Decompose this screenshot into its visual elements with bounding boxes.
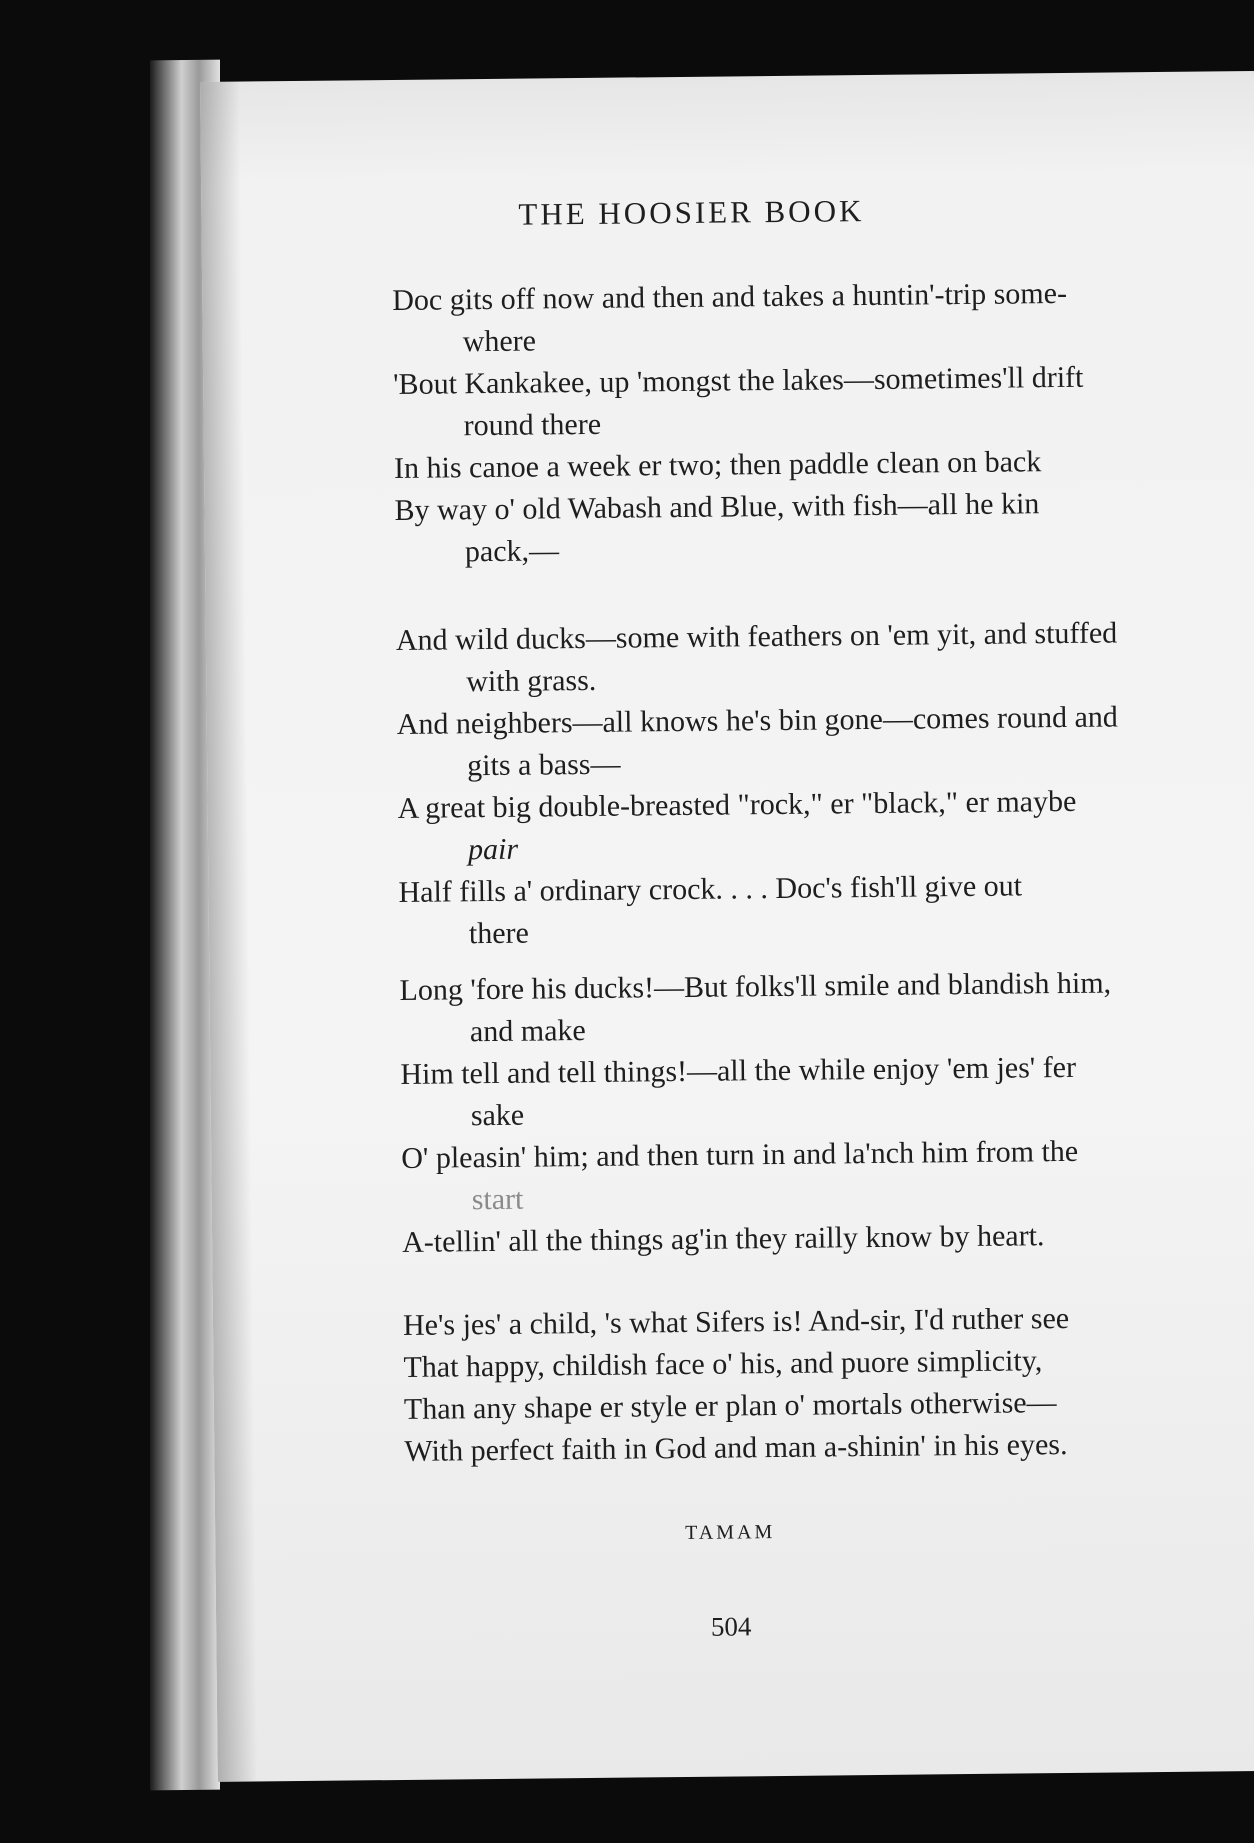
poem-line: 'Bout Kankakee, up 'mongst the lakes—sometimes'll drift round there xyxy=(393,360,1084,443)
poem-line: Half fills a' ordinary crock. . . . Doc's fish'll give out there xyxy=(398,869,1023,951)
poem-line: And wild ducks—some with feathers on 'em yit, and stuffed with grass. xyxy=(395,616,1118,699)
poem-line: Doc gits off now and then and takes a huntin'-trip some- where xyxy=(392,276,1068,359)
poem-line: Long 'fore his ducks!—But folks'll smile and blandish him, and make xyxy=(399,966,1112,1049)
poem-line: Than any shape er style er plan o' mortals otherwise— xyxy=(403,1386,1057,1426)
poem-line: A-tellin' all the things ag'in they railly know by heart. xyxy=(401,1219,1045,1259)
stanza-3 xyxy=(399,961,1254,1264)
running-head: THE HOOSIER BOOK xyxy=(518,193,865,232)
poem-line: O' pleasin' him; and then turn in and la'nch him from the start xyxy=(401,1134,1079,1217)
page-number: 504 xyxy=(710,1611,752,1642)
poem-line: That happy, childish face o' his, and puore simplicity, xyxy=(403,1344,1043,1384)
poem-line: He's jes' a child, 's what Sifers is! And-sir, I'd ruther see xyxy=(402,1301,1070,1342)
book-page xyxy=(200,71,1254,1782)
poem-line: By way o' old Wabash and Blue, with fish—all he kin pack,— xyxy=(394,487,1040,569)
poem-line: Him tell and tell things!—all the while enjoy 'em jes' fer sake xyxy=(400,1050,1077,1133)
poem-line: With perfect faith in God and man a-shinin' in his eyes. xyxy=(404,1427,1068,1468)
poem-line: And neighbers—all knows he's bin gone—comes round and gits a bass— xyxy=(396,700,1118,783)
poem-line: A great big double-breasted "rock," er "black," er maybe pair xyxy=(397,784,1077,867)
stanza-4 xyxy=(403,1296,1254,1473)
poem-line: In his canoe a week er two; then paddle clean on back xyxy=(393,445,1042,485)
stanza-2 xyxy=(396,611,1254,956)
end-mark: TAMAM xyxy=(685,1521,776,1544)
stanza-1 xyxy=(392,271,1254,574)
